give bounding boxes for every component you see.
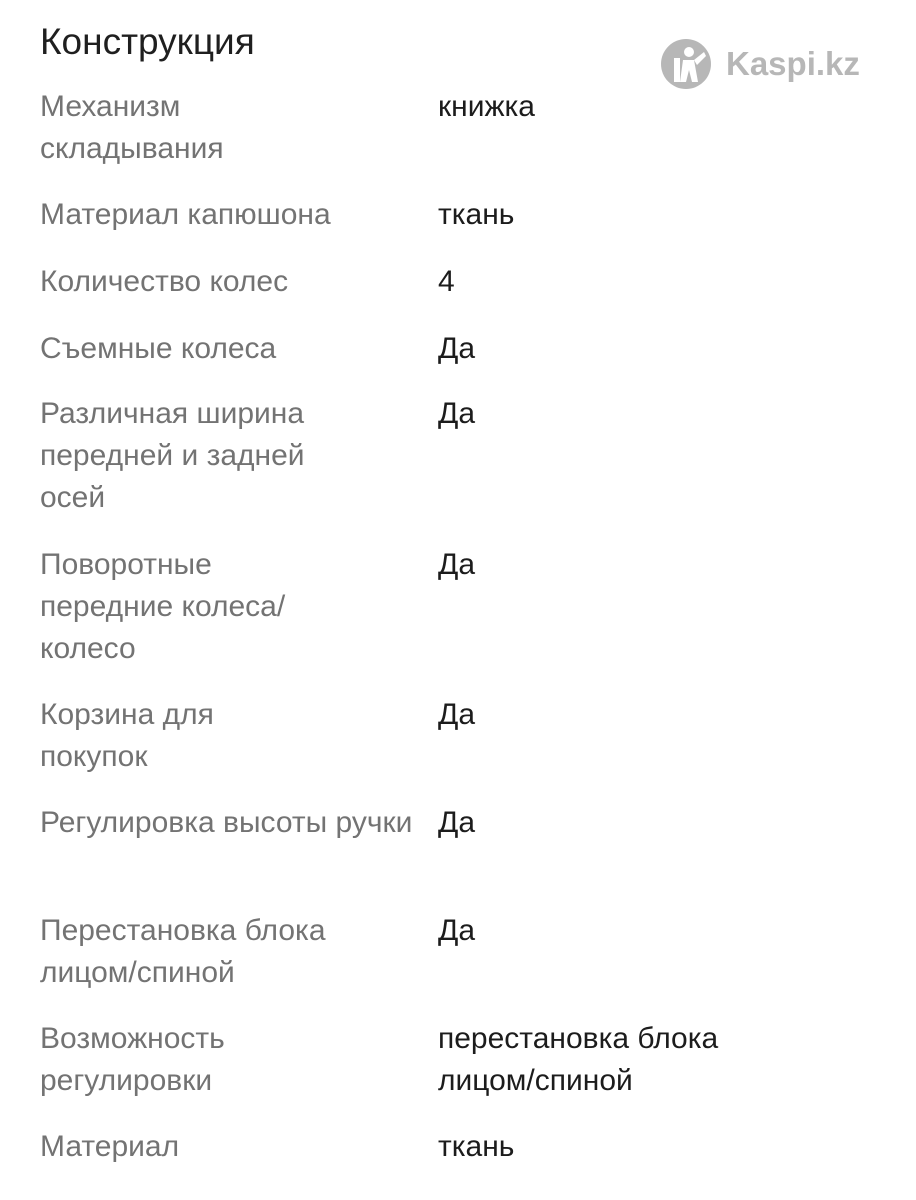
spec-value: Да — [438, 914, 476, 947]
spec-label: Съемные колеса — [40, 332, 277, 365]
spec-label: Различная ширина передней и задней осей — [40, 397, 305, 514]
spec-label: Возможность регулировки — [40, 1022, 225, 1097]
spec-value: Да — [438, 806, 476, 839]
spec-value: Да — [438, 698, 476, 731]
spec-label: Материал капюшона — [40, 198, 331, 231]
spec-value: ткань — [438, 1130, 515, 1163]
spec-value: книжка — [438, 90, 535, 123]
spec-row — [0, 86, 916, 194]
spec-label: Корзина для покупок — [40, 698, 214, 773]
spec-row — [0, 1018, 916, 1126]
kaspi-logo-icon — [660, 38, 712, 90]
spec-row — [0, 802, 916, 910]
spec-row — [0, 544, 916, 694]
spec-value: Да — [438, 548, 476, 581]
spec-value: 4 — [438, 265, 455, 298]
spec-value: Да — [438, 397, 476, 430]
spec-row — [0, 393, 916, 544]
spec-row — [0, 328, 916, 393]
watermark-text: Kaspi.kz — [726, 45, 860, 82]
spec-label: Количество колес — [40, 265, 289, 298]
kaspi-watermark — [660, 38, 860, 90]
section-title: Конструкция — [40, 21, 255, 62]
spec-row — [0, 694, 916, 802]
spec-list — [0, 86, 916, 1186]
spec-row — [0, 910, 916, 1018]
spec-row — [0, 194, 916, 261]
spec-value: ткань — [438, 198, 515, 231]
spec-row — [0, 1126, 916, 1186]
spec-label: Материал — [40, 1130, 180, 1163]
spec-value: Да — [438, 332, 476, 365]
spec-label: Перестановка блока лицом/спиной — [40, 914, 326, 989]
spec-label: Поворотные передние колеса/колесо — [40, 548, 286, 665]
spec-label: Механизм складывания — [40, 90, 224, 165]
spec-label: Регулировка высоты ручки — [40, 806, 413, 839]
spec-value: перестановка блока лицом/спиной — [438, 1022, 719, 1097]
spec-row — [0, 261, 916, 328]
